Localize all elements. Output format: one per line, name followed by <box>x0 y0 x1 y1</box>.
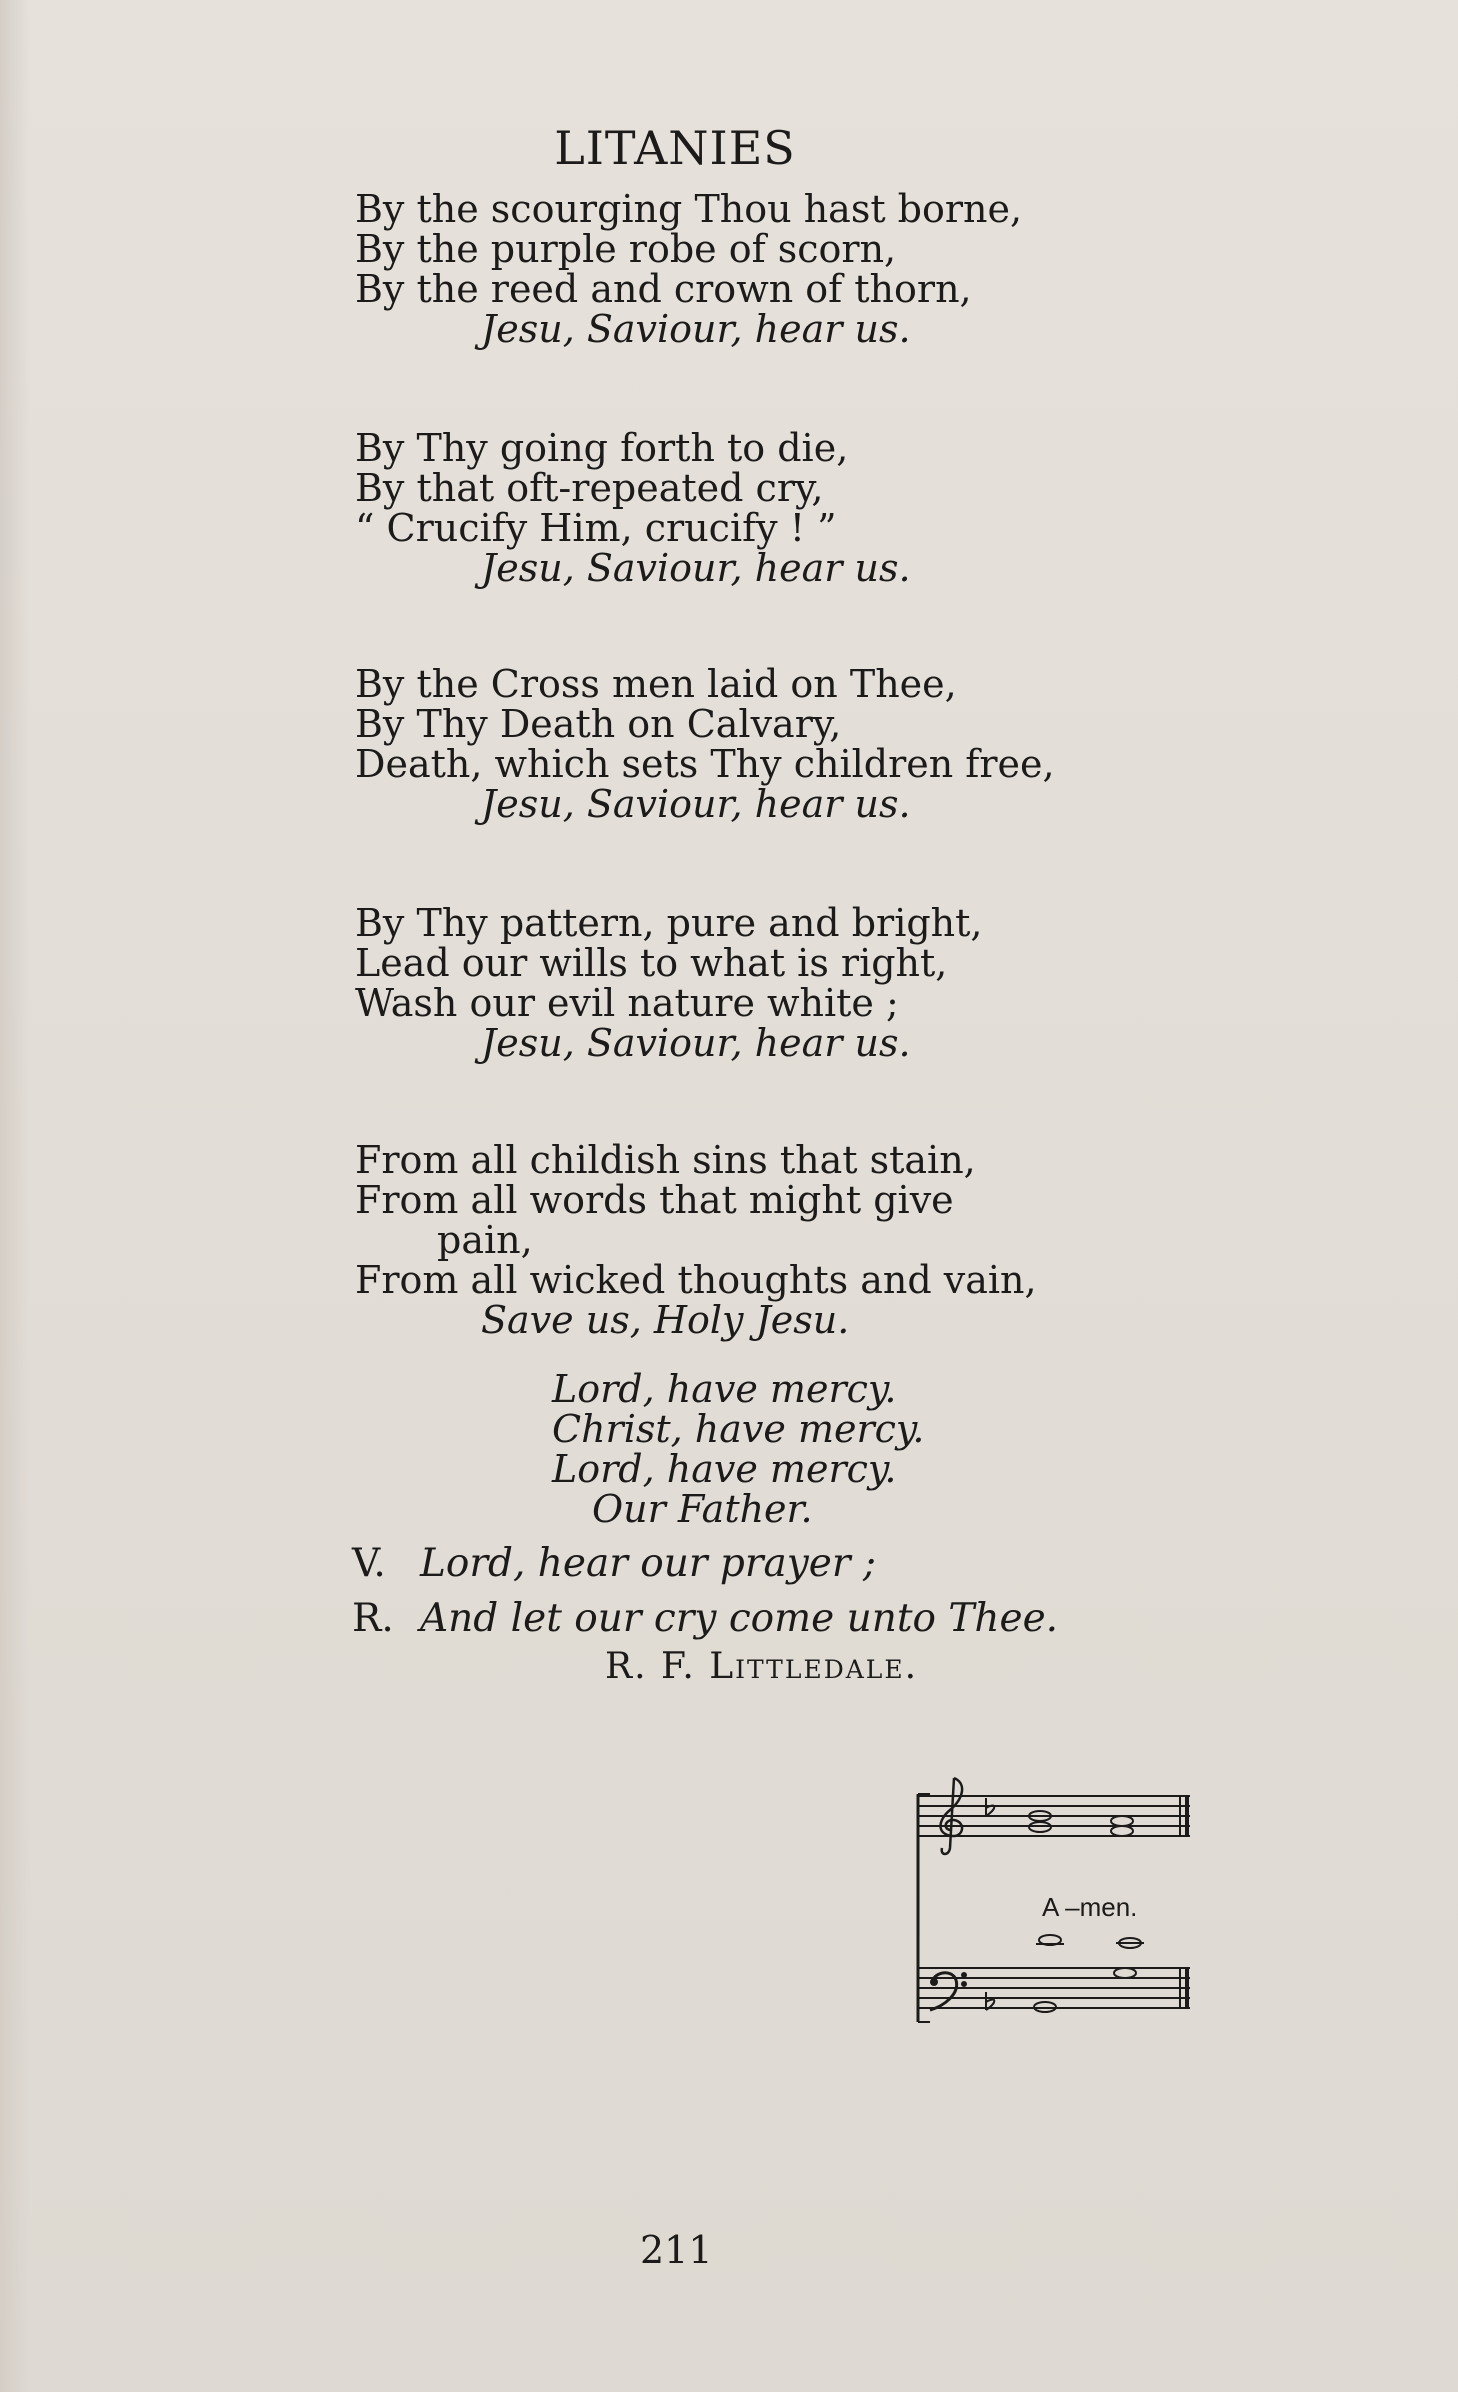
versicle-text: Lord, hear our prayer ; <box>420 1541 877 1586</box>
verse-line: By the reed and crown of thorn, <box>355 267 972 311</box>
verse-word: that <box>659 1178 737 1222</box>
verse-line: By the scourging Thou hast borne, <box>355 187 1023 231</box>
refrain-line: Jesu, Saviour, hear us. <box>481 782 911 826</box>
versicle-mark: V. <box>352 1541 386 1586</box>
stanza-4 <box>355 903 1015 1063</box>
refrain-line: Save us, Holy Jesu. <box>481 1298 850 1342</box>
verse-line: By Thy pattern, pure and bright, <box>355 901 983 945</box>
verse-line: “ Crucify Him, crucify ! ” <box>355 506 837 550</box>
verse-word: all <box>470 1178 518 1222</box>
kyrie-line: Lord, have mercy. <box>552 1367 897 1411</box>
author-surname: Littledale. <box>709 1646 919 1687</box>
refrain-line: Jesu, Saviour, hear us. <box>481 546 911 590</box>
verse-line: From all childish sins that stain, <box>355 1138 976 1182</box>
versicle <box>352 1541 876 1586</box>
amen-music-score <box>910 1770 1200 2035</box>
verse-line: Wash our evil nature white ; <box>355 981 899 1025</box>
response-text: And let our cry come unto Thee. <box>420 1596 1059 1641</box>
stanza-2 <box>355 428 1015 588</box>
verse-line: By the Cross men laid on Thee, <box>355 662 957 706</box>
verse-word: From <box>355 1178 459 1222</box>
stanza-3 <box>355 662 1055 826</box>
verse-line-justified <box>355 1180 1007 1220</box>
kyrie-line: Our Father. <box>592 1487 813 1531</box>
verse-line: From all wicked thoughts and vain, <box>355 1258 1037 1302</box>
verse-line: Lead our wills to what is right, <box>355 941 948 985</box>
kyrie-block <box>552 1369 952 1529</box>
verse-line-continuation: pain, <box>437 1218 533 1262</box>
verse-line: By that oft-repeated cry, <box>355 466 824 510</box>
refrain-line: Jesu, Saviour, hear us. <box>481 1021 911 1065</box>
author-attribution <box>605 1646 918 1687</box>
stanza-5 <box>355 1138 1037 1342</box>
kyrie-line: Christ, have mercy. <box>552 1407 925 1451</box>
verse-word: might <box>748 1178 862 1222</box>
author-initials: R. F. <box>605 1646 696 1687</box>
amen-lyric: A –men. <box>1042 1892 1138 1922</box>
verse-line: By the purple robe of scorn, <box>355 227 897 271</box>
verse-line: By Thy going forth to die, <box>355 426 849 470</box>
stanza-1 <box>355 187 1023 351</box>
verse-word: give <box>873 1178 954 1222</box>
page-title: LITANIES <box>554 120 796 175</box>
verse-line: By Thy Death on Calvary, <box>355 702 842 746</box>
response <box>352 1596 1058 1641</box>
page-number: 211 <box>640 2228 713 2272</box>
kyrie-line: Lord, have mercy. <box>552 1447 897 1491</box>
response-mark: R. <box>352 1596 394 1641</box>
verse-line: Death, which sets Thy children free, <box>355 742 1055 786</box>
verse-word: words <box>529 1178 648 1222</box>
refrain-line: Jesu, Saviour, hear us. <box>481 307 911 351</box>
